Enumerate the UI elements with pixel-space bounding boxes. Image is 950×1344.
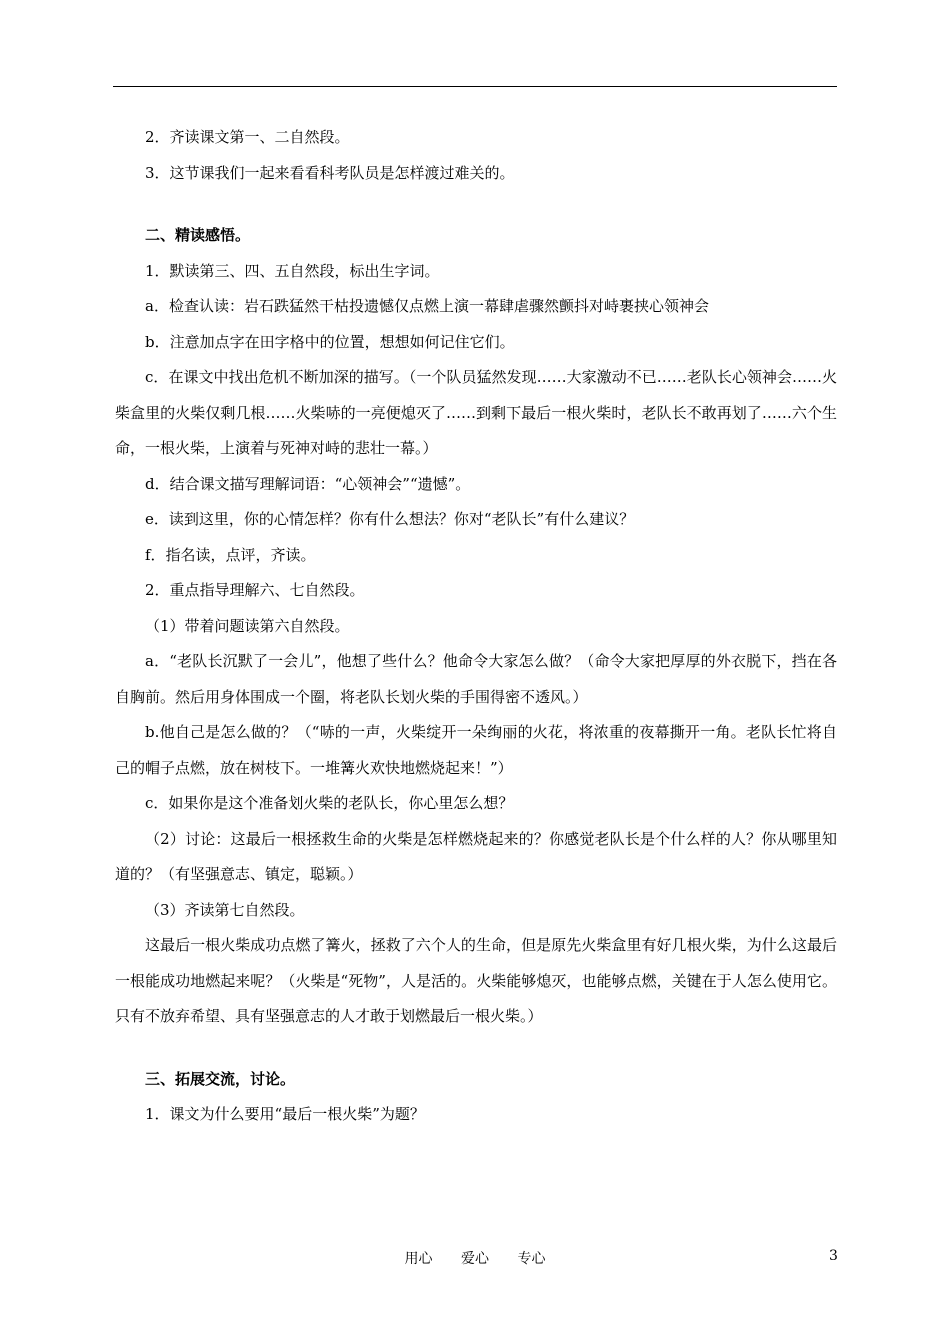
paragraph: 2．齐读课文第一、二自然段。 xyxy=(145,128,350,146)
paragraph: （2）讨论：这最后一根拯救生命的火柴是怎样燃烧起来的？你感觉老队长是个什么样的人？你从哪里知道的？（有坚强意志、镇定，聪颖。） xyxy=(115,829,837,883)
paragraph: 1．默读第三、四、五自然段，标出生字词。 xyxy=(145,261,440,280)
document-body xyxy=(115,120,837,1133)
paragraph: a．检查认读：岩石跌猛然干枯投遗憾仅点燃上演一幕肆虐骤然颤抖对峙裹挟心领神会 xyxy=(145,297,709,315)
footer-motto xyxy=(0,1248,950,1268)
paragraph: b．注意加点字在田字格中的位置，想想如何记住它们。 xyxy=(145,332,515,351)
footer-item: 专心 xyxy=(517,1251,546,1267)
paragraph: 这最后一根火柴成功点燃了篝火，拯救了六个人的生命，但是原先火柴盒里有好几根火柴，为什么这最后一根能成功地燃起来呢？（火柴是“死物”，人是活的。火柴能够熄灭，也能够点燃，关键在于人怎么使用它。只有不放弃希望、具有坚强意志的人才敢于划燃最后一根火柴。） xyxy=(115,936,837,1025)
section-heading-3: 三、拓展交流，讨论。 xyxy=(145,1069,296,1088)
paragraph: f．指名读，点评，齐读。 xyxy=(145,545,316,564)
footer-item: 爱心 xyxy=(461,1251,489,1267)
paragraph: 2．重点指导理解六、七自然段。 xyxy=(145,581,365,599)
paragraph: d．结合课文描写理解词语：“心领神会”“遗憾”。 xyxy=(145,474,471,493)
paragraph: c．如果你是这个准备划火柴的老队长，你心里怎么想？ xyxy=(145,794,514,812)
paragraph: a．“老队长沉默了一会儿”，他想了些什么？他命令大家怎么做？（命令大家把厚厚的外衣脱下，挡在各自胸前。然后用身体围成一个圈，将老队长划火柴的手围得密不透风。） xyxy=(115,652,837,706)
paragraph: b.他自己是怎么做的？（“哧的一声，火柴绽开一朵绚丽的火花，将浓重的夜幕撕开一角。老队长忙将自己的帽子点燃，放在树枝下。一堆篝火欢快地燃烧起来！”） xyxy=(115,723,837,777)
paragraph: （3）齐读第七自然段。 xyxy=(145,900,305,919)
paragraph: e．读到这里，你的心情怎样？你有什么想法？你对“老队长”有什么建议？ xyxy=(145,510,635,528)
paragraph: （1）带着问题读第六自然段。 xyxy=(145,616,350,635)
footer-item: 用心 xyxy=(404,1251,433,1267)
paragraph: c．在课文中找出危机不断加深的描写。（一个队员猛然发现……大家激动不已……老队长心领神会……火柴盒里的火柴仅剩几根……火柴哧的一亮便熄灭了……到剩下最后一根火柴时，老队长不敢再划了……六个生命，一根火柴，上演着与死神对峙的悲壮一幕。） xyxy=(115,368,837,457)
section-gap xyxy=(115,191,837,218)
page-number: 3 xyxy=(829,1248,838,1264)
section-heading-2: 二、精读感悟。 xyxy=(145,226,251,244)
section-gap xyxy=(115,1035,837,1062)
paragraph: 1．课文为什么要用“最后一根火柴”为题？ xyxy=(145,1105,425,1123)
paragraph: 3．这节课我们一起来看看科考队员是怎样渡过难关的。 xyxy=(145,163,515,182)
header-rule xyxy=(113,86,837,87)
